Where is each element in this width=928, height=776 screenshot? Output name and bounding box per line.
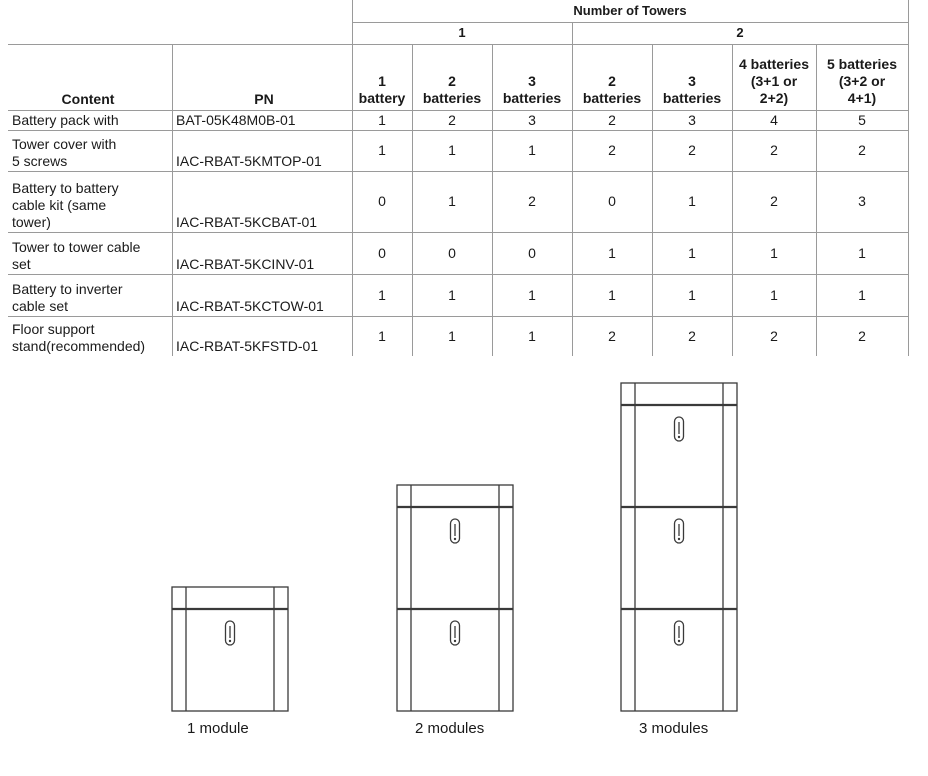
header-row-towers [8,22,908,44]
grid-line [8,316,908,317]
quantity-cell: 2 [770,327,778,344]
indicator-dot [454,538,456,540]
quantity-cell: 0 [378,244,386,261]
column-header-line: 4 batteries [738,56,810,72]
indicator-dot [678,436,680,438]
quantity-cell: 1 [688,193,696,209]
quantity-cell: 1 [608,244,616,261]
column-header-line: battery [358,90,406,106]
grid-line [816,44,817,356]
table-row [8,171,908,232]
quantity-cell: 2 [528,193,536,209]
content-header-label: Content [61,91,115,107]
column-header-line: 3 [528,73,536,89]
column-header-line: (3+1 or [750,73,798,89]
quantity-cell: 0 [528,244,536,261]
indicator-dot [678,640,680,642]
content-line: cable set [12,298,69,314]
column-header-2 [412,44,492,110]
quantity-cell: 1 [608,286,616,303]
number-of-towers-header: Number of Towers [573,3,687,18]
quantity-cell: 1 [528,286,536,303]
quantity-cell: 5 [858,111,866,128]
quantity-cell: 3 [688,111,696,128]
column-header-line: 2+2) [759,90,789,106]
quantity-cell: 1 [858,244,866,261]
quantity-cell: 1 [448,327,456,344]
indicator-dot [678,538,680,540]
grid-line [412,44,413,356]
quantity-cell: 0 [448,244,456,261]
pn-cell: IAC-RBAT-5KFSTD-01 [176,338,319,354]
quantity-cell: 2 [770,193,778,209]
grid-line [352,0,353,356]
quantity-cell: 1 [378,327,386,344]
grid-line [8,171,908,172]
grid-line [8,274,908,275]
quantity-cell: 1 [448,193,456,209]
column-header-line: 1 [378,73,386,89]
content-line: cable kit (same [12,197,107,213]
column-header-7 [816,44,908,110]
content-line: tower) [12,214,51,230]
column-header-line: 3 [688,73,696,89]
column-header-5 [652,44,732,110]
quantity-cell: 2 [608,142,616,158]
table-row [8,316,908,356]
column-header-line: batteries [422,90,482,106]
content-line: Tower cover with [12,136,117,152]
quantity-cell: 1 [448,286,456,303]
content-cell [12,274,172,316]
quantity-cell: 1 [378,286,386,303]
quantity-cell: 2 [688,142,696,158]
tower-count-2: 2 [736,25,744,40]
grid-line [732,44,733,356]
column-header-line: 2 [448,73,456,89]
pn-cell: IAC-RBAT-5KCBAT-01 [176,214,318,230]
grid-line [908,0,909,356]
quantity-cell: 3 [858,193,866,209]
tower-drawings-svg [0,376,928,776]
column-header-line: (3+2 or [838,73,886,89]
grid-line [492,44,493,356]
quantity-cell: 1 [378,142,386,158]
content-cell [12,232,172,274]
column-header-6 [732,44,816,110]
table-row [8,110,908,130]
quantity-cell: 0 [378,193,386,209]
quantity-cell: 1 [528,142,536,158]
pn-cell: IAC-RBAT-5KMTOP-01 [176,153,322,169]
quantity-cell: 2 [608,327,616,344]
column-header-4 [572,44,652,110]
quantity-cell: 1 [688,244,696,261]
grid-line [352,22,908,23]
content-line: stand(recommended) [12,338,146,354]
quantity-cell: 1 [770,244,778,261]
column-header-line: 5 batteries [826,56,898,72]
pn-column-header [176,44,352,110]
content-line: Tower to tower cable [12,239,141,255]
quantity-cell: 2 [608,111,616,128]
content-column-header [8,44,168,110]
grid-line [172,44,173,356]
content-line: 5 screws [12,153,68,169]
column-header-line: 2 [608,73,616,89]
content-cell [12,171,172,232]
drawing-caption: 2 modules [415,720,485,737]
indicator-dot [454,640,456,642]
column-header-line: 4+1) [847,90,877,106]
column-header-line: batteries [582,90,642,106]
column-header-3 [492,44,572,110]
table-row [8,274,908,316]
column-header-line: batteries [662,90,722,106]
tower-count-1: 1 [458,25,466,40]
quantity-cell: 2 [858,142,866,158]
quantity-cell: 0 [608,193,616,209]
pn-cell: BAT-05K48M0B-01 [176,112,296,128]
quantity-cell: 1 [858,286,866,303]
drawing-caption: 1 module [187,720,249,737]
quantity-cell: 3 [528,111,536,128]
quantity-cell: 1 [688,286,696,303]
content-cell [12,110,172,130]
drawing-caption: 3 modules [639,720,709,737]
indicator-dot [229,640,231,642]
grid-line [8,232,908,233]
table-row [8,232,908,274]
grid-line [8,130,908,131]
tower-outline [172,587,288,711]
quantity-cell: 1 [770,286,778,303]
table-row [8,130,908,171]
content-line: Battery to inverter [12,281,123,297]
quantity-cell: 1 [448,142,456,158]
content-line: Battery pack with [12,112,119,128]
content-cell [12,130,172,171]
pn-cell: IAC-RBAT-5KCTOW-01 [176,298,324,314]
content-cell [12,316,172,356]
content-line: Battery to battery [12,180,119,196]
quantity-cell: 1 [528,327,536,344]
content-line: set [12,256,31,272]
header-row-columns [8,44,908,110]
pn-header-label: PN [254,91,274,107]
content-line: Floor support [12,321,95,337]
column-header-line: batteries [502,90,562,106]
grid-line [572,22,573,356]
quantity-cell: 4 [770,111,778,128]
quantity-cell: 1 [378,111,386,128]
quantity-cell: 2 [448,111,456,128]
grid-line [652,44,653,356]
column-header-1 [352,44,412,110]
quantity-cell: 2 [688,327,696,344]
header-row-group [8,0,908,22]
quantity-cell: 2 [858,327,866,344]
quantity-cell: 2 [770,142,778,158]
grid-line [8,44,908,45]
grid-line [8,110,908,111]
pn-cell: IAC-RBAT-5KCINV-01 [176,256,315,272]
